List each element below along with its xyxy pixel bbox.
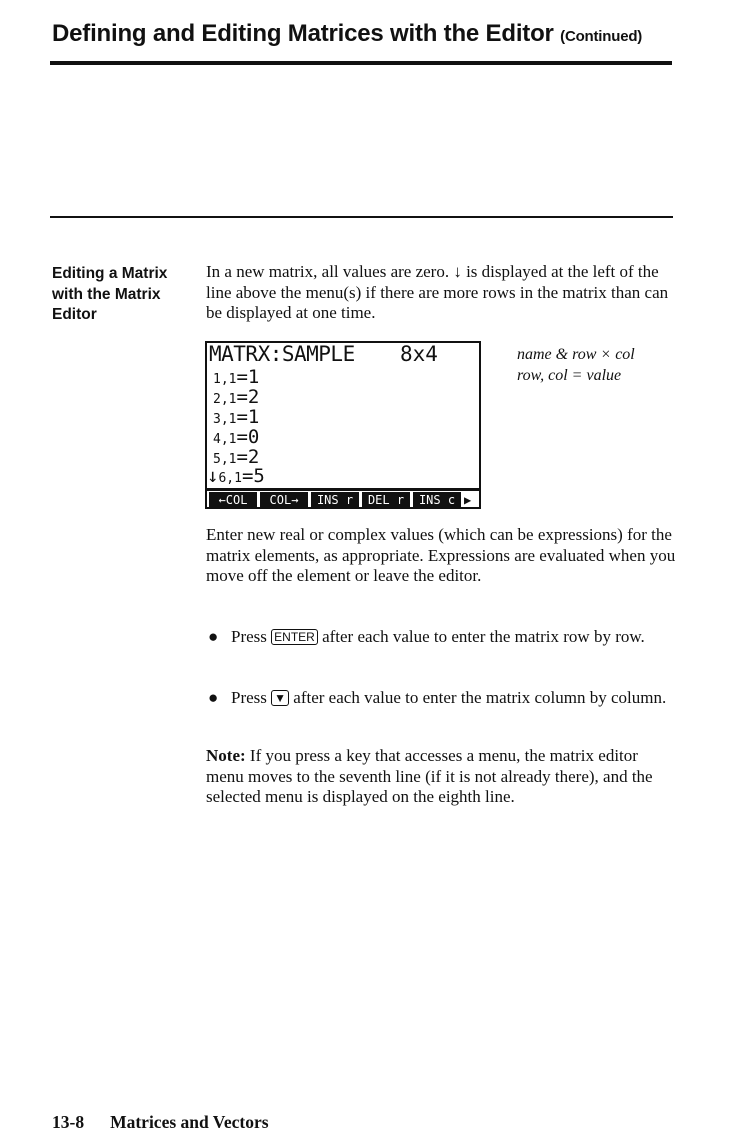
softkey-menu bbox=[207, 492, 479, 509]
note-paragraph bbox=[206, 746, 676, 808]
section-heading bbox=[52, 264, 167, 326]
element-value: =0 bbox=[236, 426, 260, 448]
more-rows-arrow: ↓ bbox=[207, 465, 219, 487]
menu-key-insert-row: INS r bbox=[311, 492, 359, 509]
section-heading-line: with the Matrix bbox=[52, 285, 161, 303]
header-rule bbox=[50, 61, 672, 65]
title-text: Defining and Editing Matrices with the Editor bbox=[52, 20, 554, 47]
body-paragraph: Enter new real or complex values (which can be expressions) for the matrix elements, as appropriate. Expressions are evaluated when you move off the element or leave the editor. bbox=[206, 525, 676, 585]
bullet-text bbox=[231, 627, 676, 648]
screen-dimensions: 8x4 bbox=[400, 342, 438, 366]
calculator-screen bbox=[205, 341, 481, 509]
element-index: 4,1 bbox=[213, 432, 237, 447]
bullet-dot: ● bbox=[208, 688, 219, 707]
element-index: 5,1 bbox=[213, 452, 237, 467]
enter-key-icon: ENTER bbox=[271, 629, 318, 645]
element-value: =1 bbox=[236, 406, 260, 428]
more-menu-arrow-icon: ▶ bbox=[464, 493, 472, 507]
element-index: 6,1 bbox=[218, 471, 242, 486]
note-label: Note: bbox=[206, 746, 246, 765]
element-index: 2,1 bbox=[213, 392, 237, 407]
menu-key-insert-col: INS c bbox=[413, 492, 461, 509]
bullet-post: after each value to enter the matrix column by column. bbox=[293, 688, 667, 707]
menu-key-delete-row: DEL r bbox=[362, 492, 410, 509]
chapter-name: Matrices and Vectors bbox=[110, 1112, 269, 1132]
screen-caption bbox=[517, 344, 635, 386]
note-text: If you press a key that accesses a menu, the matrix editor menu moves to the seventh line (if it is not already there), and the selected menu is displayed on the eighth line. bbox=[206, 746, 653, 806]
bullet-text bbox=[231, 688, 676, 709]
element-index: 1,1 bbox=[213, 372, 237, 387]
bullet-dot: ● bbox=[208, 627, 219, 646]
element-value: =1 bbox=[236, 366, 260, 388]
section-rule bbox=[50, 216, 673, 218]
caption-line: name & row × col bbox=[517, 346, 635, 363]
bullet-pre: Press bbox=[231, 688, 267, 707]
matrix-row bbox=[207, 465, 265, 490]
caption-line: row, col = value bbox=[517, 367, 622, 384]
page-number: 13-8 bbox=[52, 1112, 85, 1132]
element-value: =2 bbox=[236, 446, 260, 468]
down-arrow-key-icon: ▼ bbox=[271, 690, 289, 706]
page-title bbox=[52, 20, 642, 48]
menu-key-left-col: ←COL bbox=[209, 492, 257, 509]
element-index: 3,1 bbox=[213, 412, 237, 427]
section-heading-line: Editor bbox=[52, 306, 97, 323]
menu-separator bbox=[207, 488, 479, 491]
intro-paragraph: In a new matrix, all values are zero. ↓ is displayed at the left of the line above the menu(s) if there are more rows in the matrix than can be displayed at one time. bbox=[206, 262, 669, 322]
title-continued: (Continued) bbox=[560, 28, 643, 45]
screen-header: MATRX:SAMPLE bbox=[209, 342, 355, 366]
bullet-post: after each value to enter the matrix row by row. bbox=[322, 627, 645, 646]
page-footer bbox=[52, 1112, 269, 1133]
element-value: =2 bbox=[236, 386, 260, 408]
menu-key-right-col: COL→ bbox=[260, 492, 308, 509]
bullet-pre: Press bbox=[231, 627, 267, 646]
section-heading-line: Editing a Matrix bbox=[52, 265, 168, 282]
element-value: =5 bbox=[241, 465, 265, 487]
